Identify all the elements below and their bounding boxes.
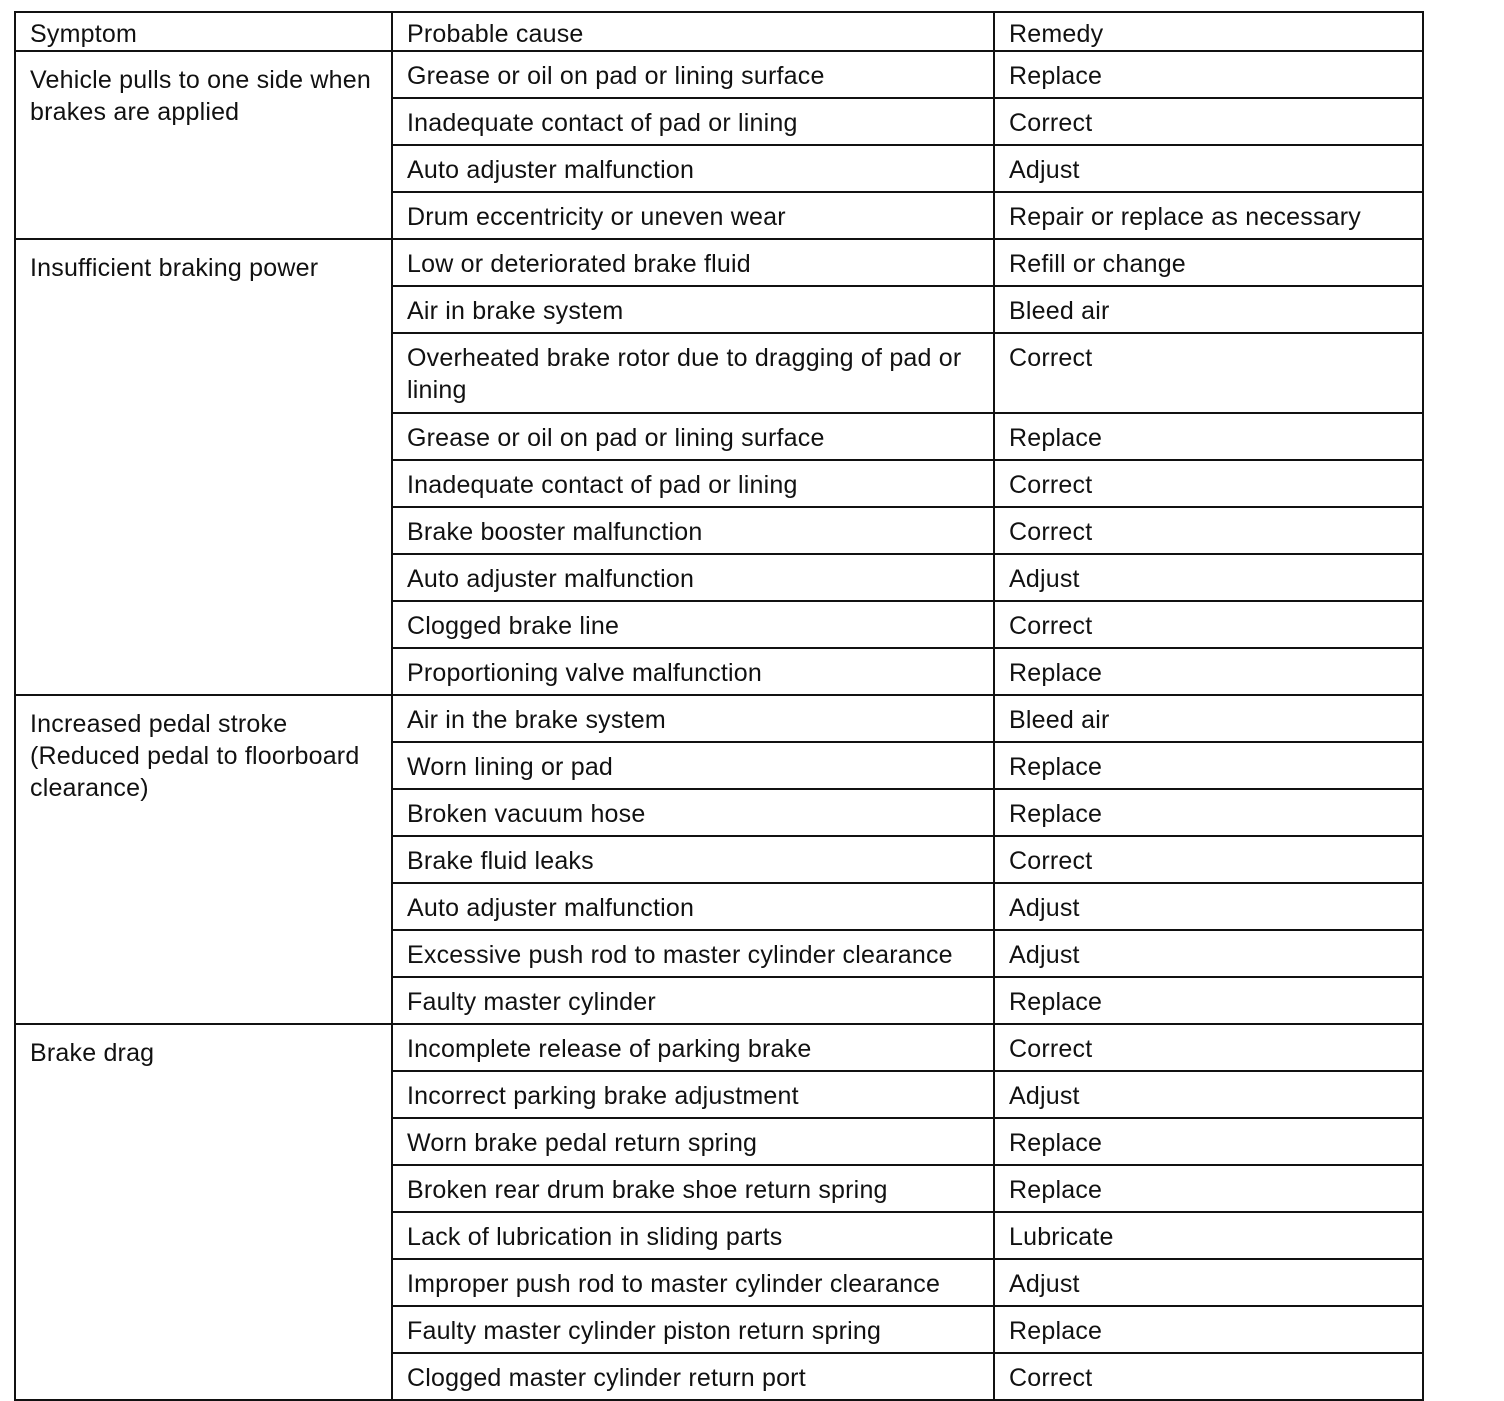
header-row	[15, 12, 1423, 51]
cause-cell: Auto adjuster malfunction	[392, 883, 994, 930]
cause-cell: Overheated brake rotor due to dragging of pad or lining	[392, 333, 994, 413]
remedy-cell: Correct	[994, 333, 1423, 413]
cause-cell: Air in brake system	[392, 286, 994, 333]
cause-cell: Lack of lubrication in sliding parts	[392, 1212, 994, 1259]
remedy-cell: Replace	[994, 1306, 1423, 1353]
cause-cell: Clogged brake line	[392, 601, 994, 648]
remedy-cell: Adjust	[994, 883, 1423, 930]
symptom-cell: Increased pedal stroke (Reduced pedal to floorboard clearance)	[15, 695, 392, 1024]
symptom-cell: Vehicle pulls to one side when brakes are applied	[15, 51, 392, 239]
troubleshooting-table	[14, 11, 1424, 1401]
table-body	[15, 12, 1423, 1400]
cause-cell: Grease or oil on pad or lining surface	[392, 51, 994, 98]
cause-cell: Broken rear drum brake shoe return spring	[392, 1165, 994, 1212]
remedy-cell: Adjust	[994, 145, 1423, 192]
remedy-cell: Correct	[994, 601, 1423, 648]
remedy-cell: Refill or change	[994, 239, 1423, 286]
cause-cell: Clogged master cylinder return port	[392, 1353, 994, 1400]
cause-cell: Brake booster malfunction	[392, 507, 994, 554]
cause-cell: Drum eccentricity or uneven wear	[392, 192, 994, 239]
header-remedy: Remedy	[994, 12, 1423, 51]
cause-cell: Incorrect parking brake adjustment	[392, 1071, 994, 1118]
header-probable-cause: Probable cause	[392, 12, 994, 51]
cause-cell: Brake fluid leaks	[392, 836, 994, 883]
remedy-cell: Replace	[994, 977, 1423, 1024]
remedy-cell: Correct	[994, 1353, 1423, 1400]
remedy-cell: Replace	[994, 789, 1423, 836]
cause-cell: Grease or oil on pad or lining surface	[392, 413, 994, 460]
remedy-cell: Correct	[994, 1024, 1423, 1071]
table-row	[15, 239, 1423, 286]
remedy-cell: Correct	[994, 507, 1423, 554]
cause-cell: Worn brake pedal return spring	[392, 1118, 994, 1165]
cause-cell: Auto adjuster malfunction	[392, 145, 994, 192]
cause-cell: Incomplete release of parking brake	[392, 1024, 994, 1071]
cause-cell: Improper push rod to master cylinder clearance	[392, 1259, 994, 1306]
header-symptom: Symptom	[15, 12, 392, 51]
remedy-cell: Replace	[994, 413, 1423, 460]
remedy-cell: Repair or replace as necessary	[994, 192, 1423, 239]
cause-cell: Faulty master cylinder piston return spring	[392, 1306, 994, 1353]
remedy-cell: Replace	[994, 1118, 1423, 1165]
symptom-cell: Insufficient braking power	[15, 239, 392, 695]
table-row	[15, 695, 1423, 742]
remedy-cell: Lubricate	[994, 1212, 1423, 1259]
remedy-cell: Correct	[994, 460, 1423, 507]
remedy-cell: Correct	[994, 836, 1423, 883]
table-row	[15, 51, 1423, 98]
cause-cell: Inadequate contact of pad or lining	[392, 98, 994, 145]
table-row	[15, 1024, 1423, 1071]
cause-cell: Worn lining or pad	[392, 742, 994, 789]
cause-cell: Excessive push rod to master cylinder clearance	[392, 930, 994, 977]
remedy-cell: Replace	[994, 51, 1423, 98]
cause-cell: Broken vacuum hose	[392, 789, 994, 836]
remedy-cell: Correct	[994, 98, 1423, 145]
remedy-cell: Adjust	[994, 930, 1423, 977]
remedy-cell: Bleed air	[994, 695, 1423, 742]
cause-cell: Low or deteriorated brake fluid	[392, 239, 994, 286]
cause-cell: Faulty master cylinder	[392, 977, 994, 1024]
remedy-cell: Replace	[994, 1165, 1423, 1212]
remedy-cell: Replace	[994, 742, 1423, 789]
remedy-cell: Adjust	[994, 1259, 1423, 1306]
cause-cell: Inadequate contact of pad or lining	[392, 460, 994, 507]
remedy-cell: Adjust	[994, 554, 1423, 601]
cause-cell: Auto adjuster malfunction	[392, 554, 994, 601]
remedy-cell: Adjust	[994, 1071, 1423, 1118]
cause-cell: Air in the brake system	[392, 695, 994, 742]
remedy-cell: Replace	[994, 648, 1423, 695]
cause-cell: Proportioning valve malfunction	[392, 648, 994, 695]
remedy-cell: Bleed air	[994, 286, 1423, 333]
symptom-cell: Brake drag	[15, 1024, 392, 1400]
